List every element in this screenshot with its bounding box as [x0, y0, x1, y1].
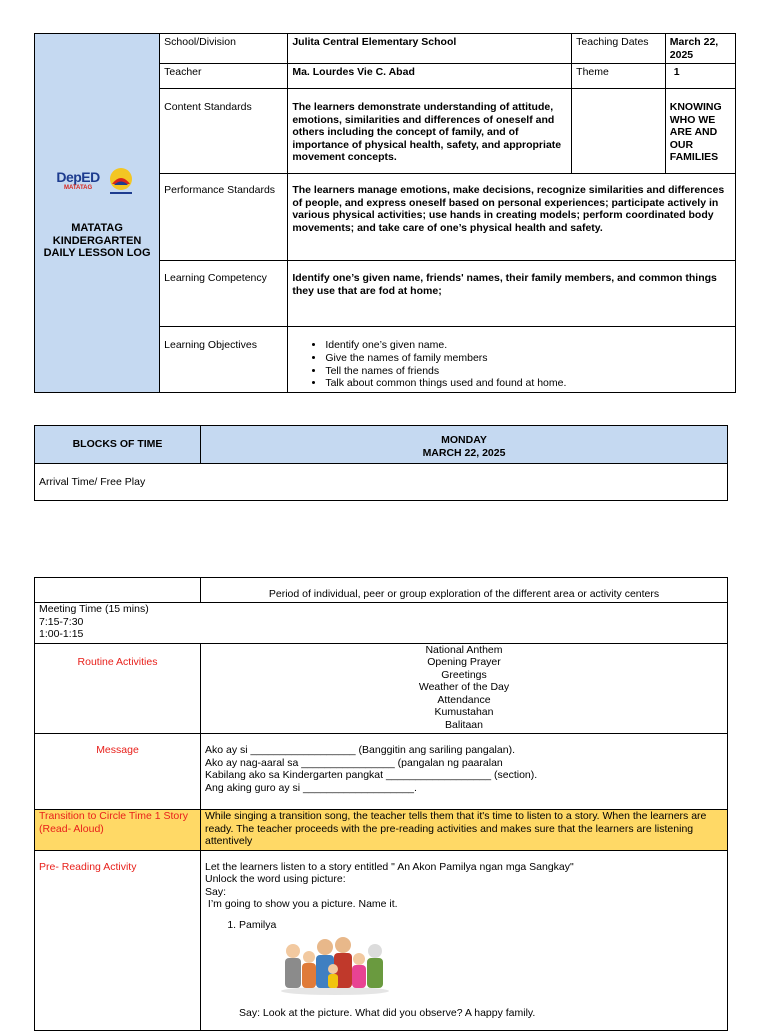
bagong-pilipinas-logo [104, 166, 138, 196]
list-item: Weather of the Day [418, 681, 510, 693]
teacher-value: Ma. Lourdes Vie C. Abad [288, 64, 572, 89]
learning-competency-value: Identify one’s given name, friends' names, their family members, and common things they use that are fod at home; [288, 261, 736, 327]
theme-value: 1 [665, 64, 735, 89]
pre-reading-line: Let the learners listen to a story entitled " An Akon Pamilya ngan mga Sangkay" [205, 860, 574, 873]
message-line: Kabilang ako sa Kindergarten pangkat __________________ (section). [205, 769, 538, 781]
arrival-time: Arrival Time/ Free Play [35, 464, 728, 501]
period-text: Period of individual, peer or group exploration of the different area or activity centers [201, 578, 728, 603]
picture-prompt: Say: Look at the picture. What did you observe? A happy family. [239, 1006, 536, 1019]
date-label: MARCH 22, 2025 [422, 446, 506, 459]
performance-standards-label: Performance Standards [160, 174, 288, 261]
blocks-of-time-header: BLOCKS OF TIME [35, 426, 201, 464]
school-label: School/Division [160, 34, 288, 64]
pre-reading-content [201, 850, 728, 1030]
list-item: Attendance [437, 693, 491, 706]
meeting-time: Meeting Time (15 mins) 7:15-7:30 1:00-1:15 [35, 603, 728, 644]
side-title: MATATAG KINDERGARTEN DAILY LESSON LOG [43, 222, 151, 260]
routine-activities-label: Routine Activities [35, 643, 201, 734]
content-standards-label: Content Standards [160, 89, 288, 174]
message-text [201, 734, 728, 810]
list-item: • Tell the names of friends [325, 365, 731, 378]
picture-list [205, 919, 723, 932]
list-item: • Identify one’s given name. [325, 339, 731, 352]
transition-label: Transition to Circle Time 1 Story (Read- Aloud) [35, 810, 201, 851]
theme-text: KNOWING WHO WE ARE AND OUR FAMILIES [665, 89, 735, 174]
teacher-label: Teacher [160, 64, 288, 89]
header-side-panel [35, 34, 160, 393]
pre-reading-label: Pre- Reading Activity [35, 850, 201, 1030]
list-item: Opening Prayer [427, 656, 501, 668]
list-item: • Talk about common things used and found at home. [325, 377, 731, 390]
pre-reading-line: Unlock the word using picture: [205, 873, 346, 885]
message-line: Ako ay si __________________ (Banggitin ang sariling pangalan). [205, 744, 515, 756]
school-value: Julita Central Elementary School [288, 34, 572, 64]
list-item: Kumustahan [434, 706, 494, 718]
learning-objectives-label: Learning Objectives [160, 327, 288, 393]
routine-activities-list [201, 643, 728, 734]
list-item: National Anthem [425, 643, 503, 656]
list-item: • Give the names of family members [325, 352, 731, 365]
performance-standards-value: The learners manage emotions, make decisions, recognize similarities and differences of people, and express oneself based on personal experiences; participate actively in various physical activities; use hands in creating models; perform coordinated body movements; and take care of one’s physical health and safety. [288, 174, 736, 261]
message-label: Message [35, 734, 201, 810]
day-label: MONDAY [441, 434, 487, 446]
learning-objectives-value [288, 327, 736, 393]
logos [35, 166, 159, 196]
lesson-header-table [34, 33, 736, 393]
activities-table [34, 577, 728, 1031]
blocks-of-time-table [34, 425, 728, 501]
dates-value: March 22, 2025 [665, 34, 735, 64]
learning-competency-label: Learning Competency [160, 261, 288, 327]
theme-label: Theme [572, 64, 666, 89]
empty-cell [35, 578, 201, 603]
family-picture [279, 933, 723, 999]
list-item: Greetings [441, 668, 487, 681]
pre-reading-line: I’m going to show you a picture. Name it. [205, 898, 398, 910]
pre-reading-line: Say: [205, 885, 227, 898]
content-standards-value: The learners demonstrate understanding of attitude, emotions, similarities and differences of oneself and others including the concept of family, and of importance of physical health, safety, and appropriate movement concepts. [288, 89, 572, 174]
day-header [201, 426, 728, 464]
objectives-list [292, 339, 731, 390]
message-line: Ang aking guro ay si ___________________. [205, 781, 417, 794]
list-item: Balitaan [445, 718, 483, 731]
empty-cell [572, 89, 666, 174]
deped-logo: DepED MATATAG [56, 169, 100, 192]
message-line: Ako ay nag-aaral sa ________________ (pangalan ng paaralan [205, 756, 503, 769]
dates-label: Teaching Dates [572, 34, 666, 64]
list-item: 1. Pamilya [239, 919, 723, 932]
transition-text: While singing a transition song, the teacher tells them that it's time to listen to a story. When the learners are ready. The teacher proceeds with the pre-reading activities and makes sure that the learners are listening attentively [201, 810, 728, 851]
